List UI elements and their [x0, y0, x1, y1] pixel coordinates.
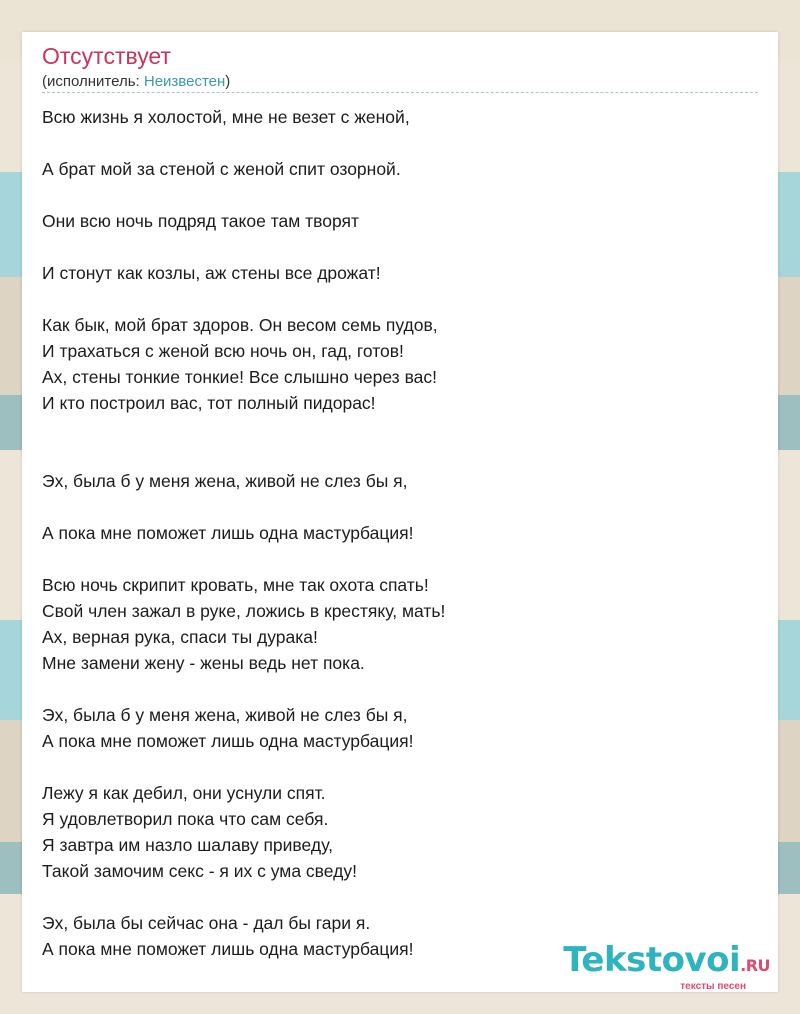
lyric-spacer — [42, 286, 758, 312]
lyric-spacer — [42, 182, 758, 208]
lyric-line: И стонут как козлы, аж стены все дрожат! — [42, 263, 381, 283]
lyric-spacer — [42, 494, 758, 520]
lyric-line: Всю ночь скрипит кровать, мне так охота спать! — [42, 575, 429, 595]
lyric-line: Эх, была б у меня жена, живой не слез бы я, — [42, 471, 408, 491]
lyric-line: Они всю ночь подряд такое там творят — [42, 211, 360, 231]
lyric-line: Я завтра им назло шалаву приведу, — [42, 835, 333, 855]
lyric-line: Ах, стены тонкие тонкие! Все слышно через вас! — [42, 367, 438, 387]
lyrics-body — [42, 104, 758, 962]
lyric-spacer — [42, 416, 758, 442]
lyric-line: А пока мне поможет лишь одна мастурбация! — [42, 523, 414, 543]
lyrics-card — [22, 32, 778, 992]
lyric-line: Лежу я как дебил, они уснули спят. — [42, 783, 326, 803]
logo-text: Tekstovoi — [563, 940, 741, 980]
artist-prefix: (исполнитель: — [42, 73, 144, 90]
artist-line — [42, 73, 230, 90]
lyric-line: И трахаться с женой всю ночь он, гад, готов! — [42, 341, 404, 361]
lyric-line: Мне замени жену - жены ведь нет пока. — [42, 653, 365, 673]
lyric-line: Такой замочим секс - я их с ума сведу! — [42, 861, 357, 881]
artist-link[interactable]: Неизвестен — [143, 73, 226, 90]
lyric-line: Всю жизнь я холостой, мне не везет с женой, — [42, 107, 410, 127]
lyric-spacer — [42, 546, 758, 572]
lyric-line: Эх, была бы сейчас она - дал бы гари я. — [42, 913, 371, 933]
title-divider — [42, 92, 758, 93]
lyric-line: И кто построил вас, тот полный пидорас! — [42, 393, 376, 413]
song-title: Отсутствует — [42, 43, 171, 69]
lyric-spacer — [42, 234, 758, 260]
lyric-line: А брат мой за стеной с женой спит озорной. — [42, 159, 401, 179]
lyric-line: Как бык, мой брат здоров. Он весом семь пудов, — [42, 315, 438, 335]
lyric-line: Эх, была б у меня жена, живой не слез бы я, — [42, 705, 408, 725]
lyric-spacer — [42, 442, 758, 468]
lyric-line: Я удовлетворил пока что сам себя. — [42, 809, 329, 829]
lyric-spacer — [42, 130, 758, 156]
lyric-spacer — [42, 676, 758, 702]
site-logo[interactable] — [563, 940, 770, 992]
logo-tagline: тексты песен — [680, 981, 746, 992]
lyric-line: А пока мне поможет лишь одна мастурбация! — [42, 939, 414, 959]
lyric-spacer — [42, 884, 758, 910]
lyric-line: Ах, верная рука, спаси ты дурака! — [42, 627, 318, 647]
logo-domain: .RU — [740, 956, 770, 975]
artist-suffix: ) — [225, 73, 231, 90]
lyric-line: Свой член зажал в руке, ложись в крестяку, мать! — [42, 601, 446, 621]
lyric-spacer — [42, 754, 758, 780]
lyric-line: А пока мне поможет лишь одна мастурбация! — [42, 731, 414, 751]
